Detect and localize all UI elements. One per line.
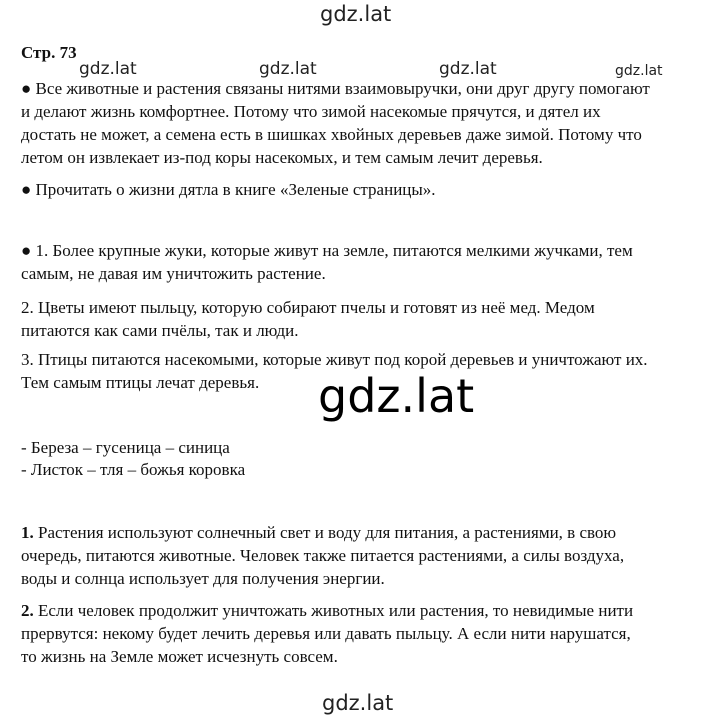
paragraph-beetles: ● 1. Более крупные жуки, которые живут на земле, питаются мелкими жучками, тем самым, не давая им уничтожить растение. xyxy=(21,241,633,283)
page-heading: Стр. 73 xyxy=(21,43,77,62)
answer-1-number: 1. xyxy=(21,523,34,542)
paragraph-interdependence: ● Все животные и растения связаны нитями взаимовыручки, они друг другу помогают и делают жизнь комфортнее. Потому что зимой насекомые прячутся, и дятел их достать не может, а семена есть в шишках хвойных деревьев даже зимой. Потому что летом он извлекает из-под коры насекомых, и тем самым лечит деревья. xyxy=(21,79,650,167)
watermark-row-2: gdz.lat xyxy=(259,59,317,79)
answer-2-number: 2. xyxy=(21,601,34,620)
paragraph-birds: 3. Птицы питаются насекомыми, которые живут под корой деревьев и уничтожают их. Тем самым птицы лечат деревья. xyxy=(21,350,648,392)
watermark-row-4: gdz.lat xyxy=(615,63,663,79)
watermark-row-3: gdz.lat xyxy=(439,59,497,79)
answer-1-text: Растения используют солнечный свет и воду для питания, а растениями, в свою очередь, питаются животные. Человек также питается растениями, а силы воздуха, воды и солнца использует для получения энергии. xyxy=(21,523,625,588)
watermark-top: gdz.lat xyxy=(320,2,392,26)
watermark-center: gdz.lat xyxy=(318,369,475,423)
watermark-row-1: gdz.lat xyxy=(79,59,137,79)
paragraph-bees: 2. Цветы имеют пыльцу, которую собирают пчелы и готовят из неё мед. Медом питаются как сами пчёлы, так и люди. xyxy=(21,298,595,340)
food-chain-1: - Береза – гусеница – синица xyxy=(21,438,230,457)
watermark-bottom: gdz.lat xyxy=(322,691,394,715)
food-chain-2: - Листок – тля – божья коровка xyxy=(21,460,246,479)
paragraph-woodpecker: ● Прочитать о жизни дятла в книге «Зеленые страницы». xyxy=(21,180,436,199)
answer-2-text: Если человек продолжит уничтожать животных или растения, то невидимые нити прервутся: некому будет лечить деревья или давать пыльцу. А если нити нарушатся, то жизнь на Земле может исчезнуть совсем. xyxy=(21,601,634,666)
answer-2 xyxy=(21,599,711,668)
answer-1 xyxy=(21,521,711,590)
